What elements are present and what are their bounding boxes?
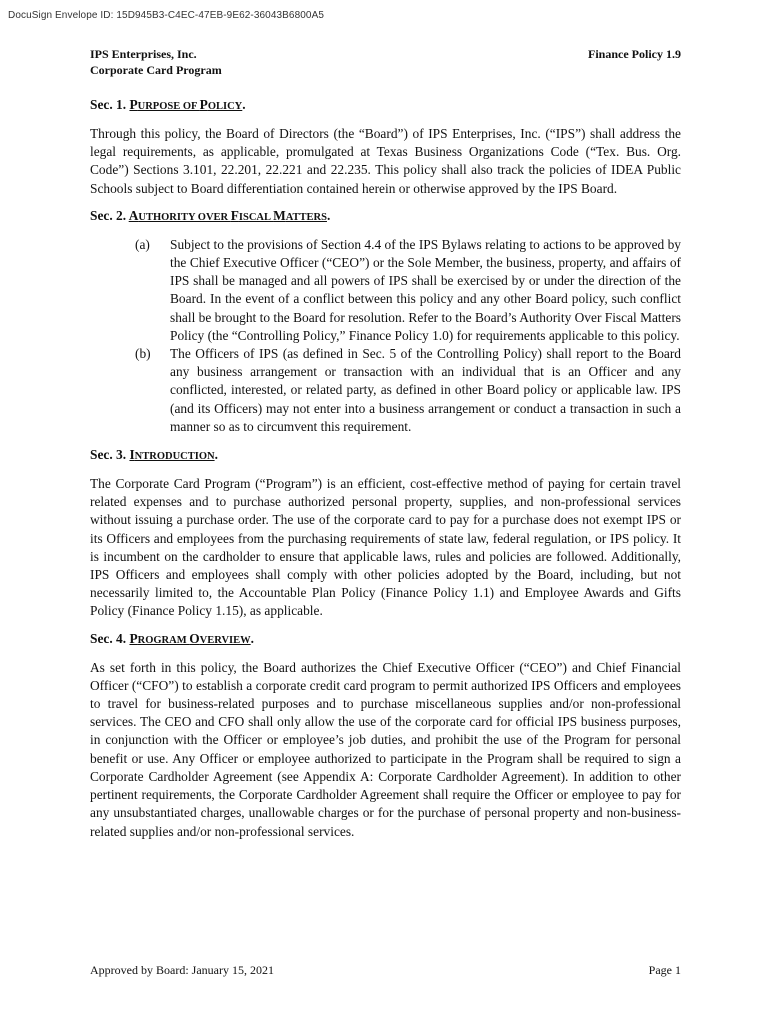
policy-number: Finance Policy 1.9 <box>588 47 681 61</box>
docusign-envelope-id: DocuSign Envelope ID: 15D945B3-C4EC-47EB-9E62-36043B6800A5 <box>8 10 324 21</box>
page-number: Page 1 <box>648 963 681 977</box>
item-marker: (a) <box>135 236 150 252</box>
section-1-paragraph: Through this policy, the Board of Directors (the “Board”) of IPS Enterprises, Inc. (“IPS”) shall address the legal requirements, as applicable, promulgated at Texas Business Organizations Code (“Tex. Bus. Org. Code”) Sections 3.101, 22.201, 22.221 and 22.235. This policy shall also track the policies of IDEA Public Schools subject to Board differentiation contained herein or otherwise approved by the IPS Board. <box>90 126 681 196</box>
section-4-paragraph: As set forth in this policy, the Board authorizes the Chief Executive Officer (“CEO”) and Chief Financial Officer (“CFO”) to establish a corporate credit card program to permit authorized IPS Officers and employees to travel for business-related purposes and to purchase miscellaneous supplies and/or non-professional services. The CEO and CFO shall only allow the use of the corporate card for official IPS business purposes, in conjunction with the Officer or employee’s job duties, and prohibit the use of the Program for personal benefit or use. Any Officer or employee authorized to participate in the Program shall be required to sign a Corporate Cardholder Agreement (see Appendix A: Corporate Cardholder Agreement). In addition to other pertinent requirements, the Corporate Cardholder Agreement shall require the Officer or employee to pay for any unsubstantiated charges, unallowable charges or for the purchase of personal property and non-business-related supplies and/or non-professional services. <box>90 659 681 839</box>
document-footer <box>90 962 681 978</box>
section-title-fragment: VERVIEW <box>199 634 251 646</box>
section-title-fragment: ISCAL <box>238 211 274 223</box>
section-title-fragment: ROGRAM <box>137 634 190 646</box>
section-4-heading: Sec. 4. PROGRAM OVERVIEW. <box>90 630 255 646</box>
section-number: Sec. 4. <box>90 630 127 646</box>
section-title <box>129 208 327 223</box>
section-3-heading: Sec. 3. INTRODUCTION. <box>90 447 218 463</box>
section-title-fragment: URPOSE OF <box>137 101 200 112</box>
section-1-heading: Sec. 1. PURPOSE OF POLICY. <box>90 97 246 112</box>
item-marker: (b) <box>135 346 151 362</box>
section-title-fragment: O <box>189 630 200 646</box>
section-2-heading: Sec. 2. AUTHORITY OVER FISCAL MATTERS. <box>90 207 331 223</box>
section-title <box>129 97 242 112</box>
section-title-fragment: P <box>199 97 208 112</box>
section-2-item-b <box>90 345 681 436</box>
section-title-fragment: OLICY <box>207 101 243 112</box>
document-page <box>90 46 681 841</box>
item-text: Subject to the provisions of Section 4.4 of the IPS Bylaws relating to actions to be approved by the Chief Executive Officer (“CEO”) or the Sole Member, the business, property, and affairs of IPS shall be managed and all powers of IPS shall be exercised by or under the direction of the Board. In the event of a conflict between this policy and any other Board policy, such conflict shall be brought to the Board for resolution. Refer to the Board’s Authority Over Fiscal Matters Policy (the “Controlling Policy,” Finance Policy 1.0) for requirements applicable to this policy. <box>170 236 681 343</box>
section-title-fragment: F <box>230 207 239 223</box>
section-number: Sec. 3. <box>90 447 127 463</box>
program-name: Corporate Card Program <box>90 63 222 77</box>
section-title-fragment: ATTERS <box>285 211 327 223</box>
section-title <box>129 447 214 462</box>
section-number: Sec. 2. <box>90 207 127 223</box>
approval-date: Approved by Board: January 15, 2021 <box>90 963 274 977</box>
section-title-fragment: UTHORITY OVER <box>138 211 231 223</box>
section-title-fragment: A <box>128 207 139 223</box>
section-title-fragment: I <box>129 447 135 463</box>
section-title <box>129 631 250 646</box>
item-text: The Officers of IPS (as defined in Sec. 5 of the Controlling Policy) shall report to the Board any business arrangement or transaction with an individual that is an Officer and any conflicted, interested, or related party, as defined in other Board policy or applicable law. IPS (and its Officers) may not enter into a business arrangement or conduct a transaction in such a manner so as to circumvent this requirement. <box>170 346 681 434</box>
section-title-fragment: P <box>129 97 138 112</box>
section-title-fragment: M <box>273 207 286 223</box>
document-header <box>90 46 681 78</box>
section-3-paragraph: The Corporate Card Program (“Program”) is an efficient, cost-effective method of paying for certain travel related expenses and to purchase authorized personal property, supplies, and non-professional services without issuing a purchase order. The use of the corporate card to pay for a purchase does not exempt IPS or its Officers and employees from the purchasing requirements of state law, federal regulation, or IPS policy. It is incumbent on the cardholder to ensure that applicable laws, rules and policies are followed. Additionally, IPS Officers and employees shall comply with other policies adopted by the Board, including, but not necessarily limited to, the Accountable Plan Policy (Finance Policy 1.1) and Employee Awards and Gifts Policy (Finance Policy 1.15), as applicable. <box>90 476 681 619</box>
organization-name: IPS Enterprises, Inc. <box>90 47 197 61</box>
section-number: Sec. 1. <box>90 97 127 112</box>
section-title-fragment: P <box>129 630 138 646</box>
section-2-item-a <box>90 236 681 345</box>
header-left <box>90 46 222 78</box>
section-title-fragment: NTRODUCTION <box>134 451 215 463</box>
